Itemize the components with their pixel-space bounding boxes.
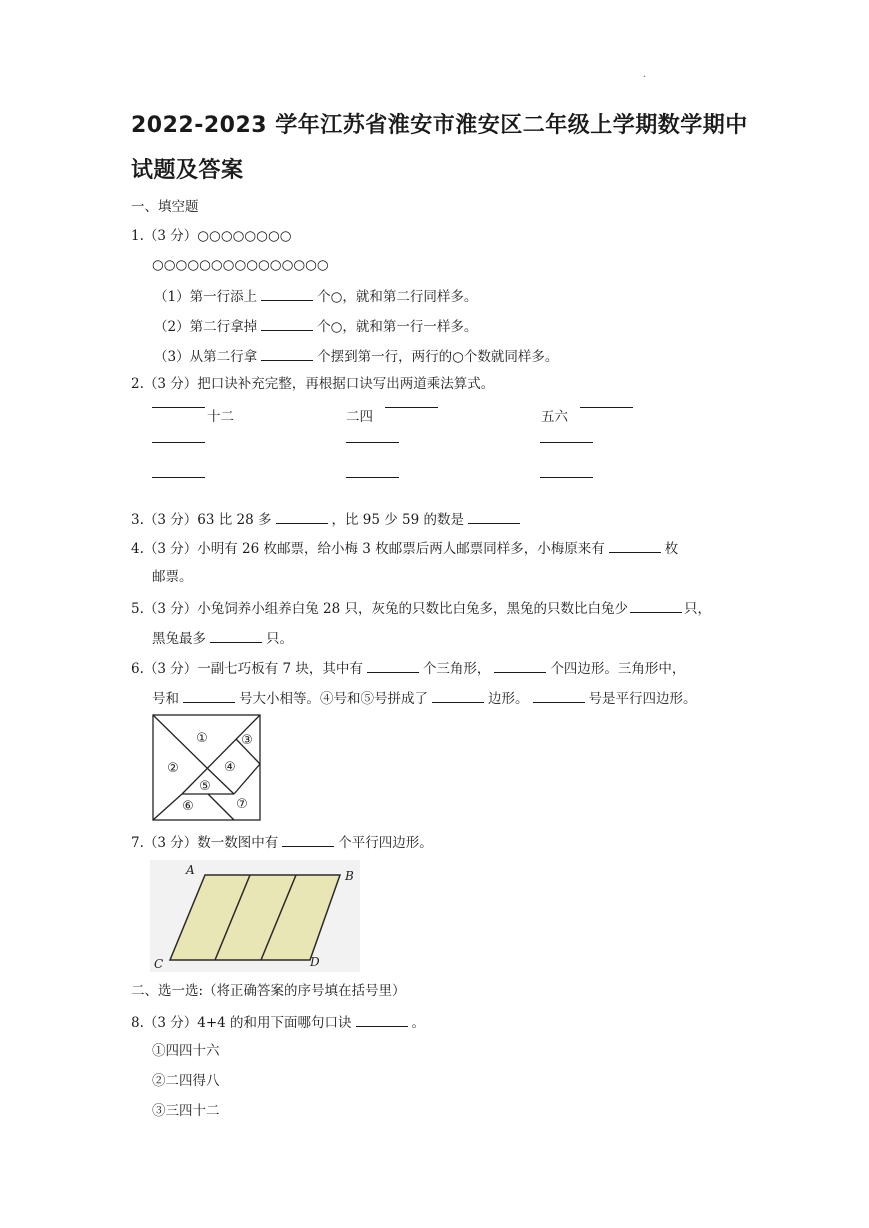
- q7-blank[interactable]: [282, 832, 334, 847]
- q1-sub3-blank[interactable]: [261, 346, 313, 361]
- q6-blank-2[interactable]: [494, 658, 546, 673]
- q6-line-2: [152, 688, 697, 708]
- q4-line-1: [131, 538, 678, 558]
- q2-blank-2[interactable]: [385, 407, 438, 408]
- q6-l2-pre: 号和: [152, 691, 179, 707]
- q3-blank-1[interactable]: [276, 509, 328, 524]
- q5-line-2: [152, 628, 293, 648]
- q8: [131, 1012, 425, 1032]
- q1-sub2-pre: （2）第二行拿掉: [154, 319, 258, 335]
- tangram-piece-5: ⑤: [199, 779, 211, 794]
- q1-head: 1.（3 分）○○○○○○○○: [131, 228, 292, 244]
- q5-line-1: [131, 598, 711, 618]
- q1-sub1-blank[interactable]: [261, 286, 313, 301]
- q6-mid2: 个四边形。三角形中，: [550, 661, 686, 677]
- q2-eq-1a[interactable]: [152, 442, 205, 443]
- section-1-heading: 一、填空题: [131, 199, 199, 215]
- tangram-piece-7: ⑦: [236, 797, 248, 812]
- q1-sub2-post: 个○，就和第一行一样多。: [317, 319, 478, 335]
- q2-eq-2a[interactable]: [346, 442, 399, 443]
- q4-blank[interactable]: [609, 538, 661, 553]
- q5-blank-1[interactable]: [630, 598, 682, 613]
- vertex-label-d: D: [310, 955, 320, 969]
- q8-post: 。: [411, 1015, 426, 1031]
- q1-sub2-blank[interactable]: [261, 316, 313, 331]
- q2-eq-1b[interactable]: [152, 477, 205, 478]
- q8-option-1[interactable]: ①四四十六: [152, 1043, 220, 1059]
- q5-line2-pre: 黑兔最多: [152, 631, 206, 647]
- q4-pre: 4.（3 分）小明有 26 枚邮票，给小梅 3 枚邮票后两人邮票同样多，小梅原来有: [131, 541, 605, 557]
- q2-head: 2.（3 分）把口诀补充完整，再根据口诀写出两道乘法算式。: [131, 376, 495, 392]
- q1-sub1: [154, 286, 477, 306]
- q1-sub1-pre: （1）第一行添上: [154, 289, 258, 305]
- title-line-1: 2022-2023 学年江苏省淮安市淮安区二年级上学期数学期中: [131, 113, 748, 138]
- corner-mark: ·: [643, 72, 647, 83]
- q3-pre: 3.（3 分）63 比 28 多: [131, 512, 272, 528]
- q8-option-3[interactable]: ③三四十二: [152, 1103, 220, 1119]
- parallelogram-figure: [150, 860, 360, 972]
- q2-eq-2b[interactable]: [346, 477, 399, 478]
- q2-blank-3[interactable]: [580, 407, 633, 408]
- vertex-label-b: B: [345, 869, 354, 883]
- tangram-piece-3: ③: [241, 733, 253, 748]
- q4-line-2: 邮票。: [152, 569, 193, 585]
- vertex-label-a: A: [186, 863, 195, 877]
- q6-blank-5[interactable]: [533, 688, 585, 703]
- q1-circles-row2: ○○○○○○○○○○○○○○○: [152, 257, 329, 273]
- q8-option-2[interactable]: ②二四得八: [152, 1073, 220, 1089]
- q3-blank-2[interactable]: [468, 509, 520, 524]
- q6-l2-mid2: 边形。: [488, 691, 529, 707]
- q1-sub3: [154, 346, 558, 366]
- tangram-piece-6: ⑥: [182, 799, 194, 814]
- q7-post: 个平行四边形。: [338, 835, 433, 851]
- q6-pre: 6.（3 分）一副七巧板有 7 块，其中有: [131, 661, 363, 677]
- q1-sub2: [154, 316, 477, 336]
- q2-rhyme-3: 五六: [541, 409, 568, 425]
- q2-blank-1[interactable]: [152, 407, 205, 408]
- q7-pre: 7.（3 分）数一数图中有: [131, 835, 279, 851]
- q2-rhyme-1: 十二: [207, 409, 234, 425]
- q2-eq-3b[interactable]: [540, 477, 593, 478]
- q6-l2-post: 号是平行四边形。: [588, 691, 697, 707]
- q4-post: 枚: [664, 541, 679, 557]
- q2-eq-3a[interactable]: [540, 442, 593, 443]
- q7: [131, 832, 433, 852]
- q6-l2-mid1: 号大小相等。④号和⑤号拼成了: [239, 691, 428, 707]
- q1-sub1-post: 个○，就和第二行同样多。: [317, 289, 478, 305]
- tangram-piece-4: ④: [224, 760, 236, 775]
- q3: [131, 509, 524, 529]
- q6-line-1: [131, 658, 685, 678]
- q6-blank-4[interactable]: [432, 688, 484, 703]
- q5-blank-2[interactable]: [210, 628, 262, 643]
- vertex-label-c: C: [154, 957, 164, 971]
- q5-post: 只，: [684, 601, 712, 617]
- q8-pre: 8.（3 分）4+4 的和用下面哪句口诀: [131, 1015, 352, 1031]
- q6-blank-1[interactable]: [367, 658, 419, 673]
- tangram-piece-2: ②: [167, 761, 179, 776]
- q5-line2-post: 只。: [266, 631, 293, 647]
- tangram-figure: [152, 714, 262, 822]
- title-line-2: 试题及答案: [131, 158, 244, 183]
- q6-blank-3[interactable]: [183, 688, 235, 703]
- q1-sub3-post: 个摆到第一行，两行的○个数就同样多。: [317, 349, 559, 365]
- q8-blank[interactable]: [356, 1012, 408, 1027]
- q5-pre: 5.（3 分）小兔饲养小组养白兔 28 只，灰兔的只数比白兔多，黑兔的只数比白兔少: [131, 601, 629, 617]
- section-2-heading: 二、选一选:（将正确答案的序号填在括号里）: [131, 983, 406, 999]
- tangram-piece-1: ①: [196, 731, 208, 746]
- q3-mid: ，比 95 少 59 的数是: [331, 512, 465, 528]
- q6-mid1: 个三角形，: [422, 661, 491, 677]
- q2-rhyme-2: 二四: [346, 409, 373, 425]
- q1-sub3-pre: （3）从第二行拿: [154, 349, 258, 365]
